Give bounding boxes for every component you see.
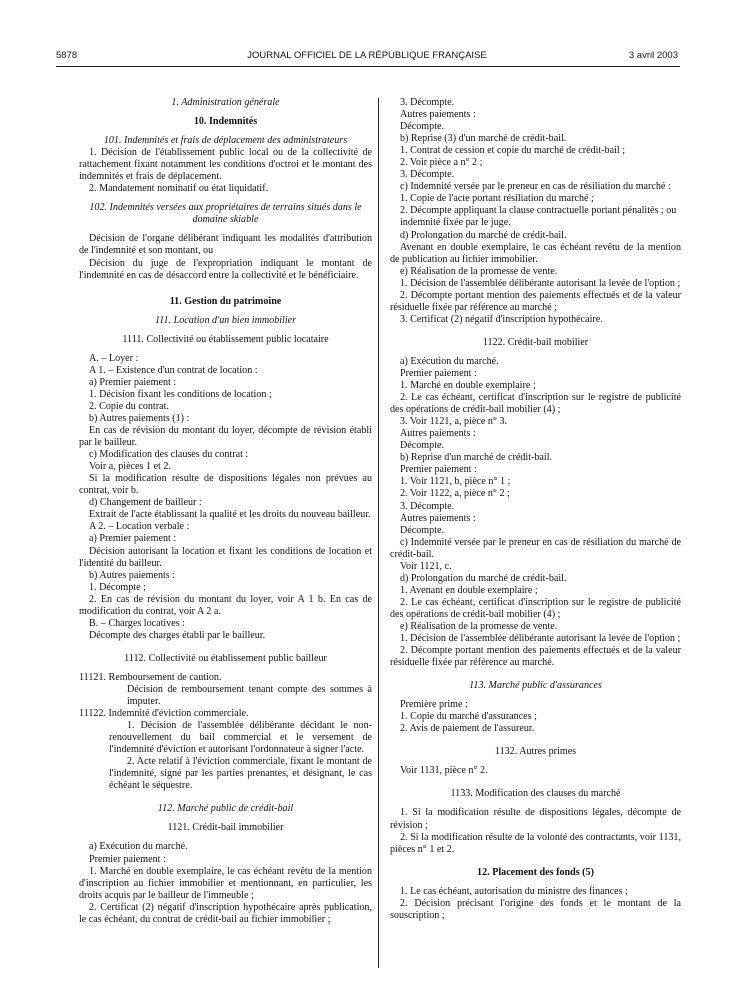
paragraph: 2. Certificat (2) négatif d'inscription hypothécaire après publication, le cas échéant, du contrat de crédit-bail au fichier immobilier ;: [79, 901, 372, 925]
paragraph: 2. Mandatement nominatif ou état liquidatif.: [89, 183, 269, 195]
paragraph: a) Premier paiement :: [89, 376, 177, 388]
paragraph: 11122. Indemnité d'éviction commerciale.: [79, 708, 249, 720]
paragraph: 3. Décompte.: [400, 97, 455, 108]
paragraph: Autres paiements :: [400, 428, 476, 440]
paragraph: 2. Décompte portant mention des paiements effectués et de la valeur résiduelle fixée par référence au marché.: [390, 645, 681, 669]
paragraph: 1. Avenant en double exemplaire ;: [400, 584, 538, 596]
paragraph: 1. Copie de l'acte portant résiliation du marché ;: [400, 193, 594, 205]
paragraph: 2. Le cas échéant, certificat d'inscription sur le registre de publicité des opérations de crédit-bail mobilier (4) ;: [390, 596, 681, 620]
paragraph: Décompte.: [400, 440, 445, 452]
paragraph: Décompte.: [400, 121, 445, 133]
paragraph: 1. Décompte ;: [89, 581, 146, 593]
paragraph: A 1. – Existence d'un contrat de location :: [89, 364, 258, 376]
paragraph: 1132. Autres primes: [494, 746, 577, 758]
paragraph: 1. Décision de l'assemblée délibérante décidant le non-renouvellement du bail commercial et le versement de l'indemnité d'éviction et autorisant l'ordonnateur à signer l'acte.: [109, 720, 372, 756]
paragraph: Avenant en double exemplaire, le cas échéant revêtu de la mention de publication au fichier immobilier.: [390, 241, 681, 265]
paragraph: Première prime :: [400, 699, 468, 711]
paragraph: 3. Décompte.: [400, 500, 455, 512]
paragraph: 2. Acte relatif à l'éviction commerciale, fixant le montant de l'indemnité, signé par les parties prenantes, et désignant, le cas échéant le séquestre.: [109, 756, 372, 792]
paragraph: 2. Si la modification résulte de la volonté des contractants, voir 1131, pièces n° 1 et 2.: [390, 831, 681, 855]
issue-date: 3 avril 2003: [628, 50, 678, 61]
paragraph: Si la modification résulte de dispositions légales non prévues au contrat, voir b.: [79, 473, 372, 497]
paragraph: 2. En cas de révision du montant du loyer, voir A 1 b. En cas de modification du contrat, voir A 2 a.: [79, 593, 372, 617]
paragraph: 1. Voir 1121, b, pièce n° 1 ;: [400, 476, 511, 488]
paragraph: 1121. Crédit-bail immobilier: [167, 822, 284, 834]
paragraph: c) Modification des clauses du contrat :: [89, 449, 249, 461]
paragraph: 3. Décompte.: [400, 169, 455, 181]
paragraph: 102. Indemnités versées aux propriétaires de terrains situés dans le domaine skiable: [89, 202, 362, 226]
paragraph: 1133. Modification des clauses du marché: [450, 788, 621, 800]
paragraph: 3. Voir 1121, a, pièce n° 3.: [400, 416, 508, 428]
paragraph: 111. Location d'un bien immobilier: [154, 314, 297, 326]
paragraph: Décompte.: [400, 524, 445, 536]
paragraph: A. – Loyer :: [89, 352, 139, 364]
paragraph: b) Autres paiements :: [89, 569, 176, 581]
paragraph: Extrait de l'acte établissant la qualité et les droits du nouveau bailleur.: [89, 509, 371, 521]
paragraph: 1. Le cas échéant, autorisation du ministre des finances ;: [400, 885, 628, 897]
paragraph: c) Indemnité versée par le preneur en cas de résiliation du marché de crédit-bail.: [390, 536, 681, 560]
paragraph: b) Reprise d'un marché de crédit-bail.: [400, 452, 553, 464]
paragraph: 112. Marché public de crédit-bail: [157, 803, 294, 815]
paragraph: 3. Certificat (2) négatif d'inscription hypothécaire.: [400, 313, 603, 325]
page-number: 5878: [56, 50, 78, 61]
paragraph: 2. Décision précisant l'origine des fonds et le montant de la souscription ;: [390, 897, 681, 921]
paragraph: Décision de l'organe délibérant indiquant les modalités d'attribution de l'indemnité et son montant, ou: [79, 233, 372, 257]
journal-title: JOURNAL OFFICIEL DE LA RÉPUBLIQUE FRANÇAISE: [247, 50, 487, 61]
header-rule: [56, 66, 680, 67]
paragraph: Premier paiement :: [400, 367, 477, 379]
paragraph: 1. Administration générale: [171, 97, 280, 108]
paragraph: Décision de remboursement tenant compte des sommes à imputer.: [127, 683, 372, 708]
paragraph: Décision autorisant la location et fixant les conditions de location et l'identité du bailleur.: [79, 545, 372, 569]
paragraph: Voir 1121, c.: [400, 560, 452, 572]
column-divider: [378, 98, 379, 968]
paragraph: 1. Marché en double exemplaire ;: [400, 380, 536, 392]
paragraph: A 2. – Location verbale :: [89, 521, 190, 533]
paragraph: a) Premier paiement :: [89, 533, 177, 545]
paragraph: b) Reprise (3) d'un marché de crédit-bail.: [400, 133, 567, 145]
paragraph: 101. Indemnités et frais de déplacement des administrateurs: [103, 135, 348, 147]
paragraph: 2. Voir 1122, a, pièce n° 2 ;: [400, 488, 510, 500]
page-header: [56, 49, 678, 63]
paragraph: Autres paiements :: [400, 512, 476, 524]
paragraph: 1122. Crédit-bail mobilier: [482, 336, 589, 348]
paragraph: 1. Décision de l'assemblée délibérante autorisant la levée de l'option ;: [400, 633, 681, 645]
paragraph: Voir a, pièces 1 et 2.: [89, 461, 171, 473]
paragraph: Premier paiement :: [400, 464, 477, 476]
paragraph: Décompte des charges établi par le bailleur.: [89, 629, 266, 641]
left-column: [79, 97, 372, 926]
paragraph: 10. Indemnités: [193, 116, 258, 128]
paragraph: 1111. Collectivité ou établissement public locataire: [122, 333, 329, 345]
right-column: [390, 97, 681, 922]
paragraph: 2. Avis de paiement de l'assureur.: [400, 723, 535, 735]
paragraph: B. – Charges locatives :: [89, 617, 185, 629]
paragraph: d) Changement de bailleur :: [89, 497, 202, 509]
paragraph: Autres paiements :: [400, 109, 476, 121]
paragraph: 11. Gestion du patrimoine: [169, 295, 282, 307]
paragraph: 1. Marché en double exemplaire, le cas échéant revêtu de la mention d'inscription au fichier immobilier et mentionnant, en particulier, les droits acquis par le bailleur de l'immeuble ;: [79, 865, 372, 901]
paragraph: 1. Copie du marché d'assurances ;: [400, 711, 537, 723]
paragraph: indemnité fixée par le juge.: [400, 217, 511, 229]
paragraph: Décision du juge de l'expropriation indiquant le montant de l'indemnité en cas de désaccord entre la collectivité et le bénéficiaire.: [79, 257, 372, 281]
paragraph: 1. Décision de l'assemblée délibérante autorisant la levée de l'option ;: [400, 277, 681, 289]
paragraph: b) Autres paiements (1) :: [89, 412, 190, 424]
paragraph: d) Prolongation du marché de crédit-bail.: [400, 572, 567, 584]
paragraph: e) Réalisation de la promesse de vente.: [400, 265, 558, 277]
paragraph: d) Prolongation du marché de crédit-bail.: [400, 229, 567, 241]
paragraph: En cas de révision du montant du loyer, décompte de révision établi par le bailleur.: [79, 425, 372, 449]
paragraph: 2. Le cas échéant, certificat d'inscription sur le registre de publicité des opérations de crédit-bail mobilier (4) ;: [390, 392, 681, 416]
paragraph: 1. Décision de l'établissement public local ou de la collectivité de rattachement fixant notamment les conditions d'octroi et le montant des indemnités et frais de déplacement.: [79, 147, 372, 183]
paragraph: Voir 1131, pièce n° 2.: [400, 765, 488, 777]
paragraph: 1. Contrat de cession et copie du marché de crédit-bail ;: [400, 145, 626, 157]
paragraph: 1. Si la modification résulte de dispositions légales, décompte de révision ;: [390, 807, 681, 831]
paragraph: 1112. Collectivité ou établissement public bailleur: [124, 652, 327, 664]
paragraph: 113. Marché public d'assurances: [469, 680, 602, 692]
paragraph: 2. Voir pièce a n° 2 ;: [400, 157, 483, 169]
paragraph: 11121. Remboursement de caution.: [79, 671, 222, 683]
paragraph: 2. Décompte portant mention des paiements effectués et de la valeur résiduelle fixée par référence au marché ;: [390, 289, 681, 313]
paragraph: 2. Copie du contrat.: [89, 400, 169, 412]
paragraph: 12. Placement des fonds (5): [477, 866, 594, 878]
paragraph: a) Exécution du marché.: [400, 355, 499, 367]
paragraph: 1. Décision fixant les conditions de location ;: [89, 388, 272, 400]
paragraph: e) Réalisation de la promesse de vente.: [400, 620, 558, 632]
paragraph: a) Exécution du marché.: [89, 841, 188, 853]
paragraph: c) Indemnité versée par le preneur en cas de résiliation du marché :: [400, 181, 671, 193]
paragraph: 2. Décompte appliquant la clause contractuelle portant pénalités ; ou: [400, 205, 677, 217]
paragraph: Premier paiement :: [89, 853, 166, 865]
